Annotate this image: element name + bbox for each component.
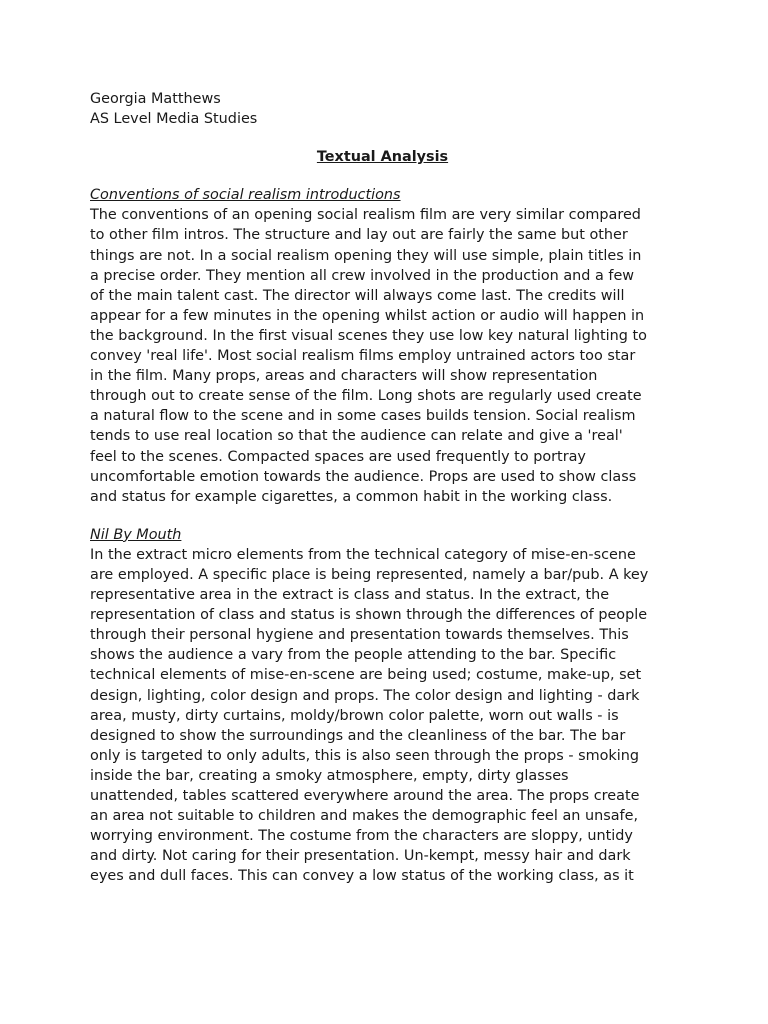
paragraph-line: shows the audience a vary from the people attending to the bar. Specific bbox=[90, 647, 617, 664]
document-title: Textual Analysis bbox=[316, 149, 449, 166]
paragraph-line: representative area in the extract is class and status. In the extract, the bbox=[90, 587, 610, 604]
section-spacer bbox=[90, 507, 680, 525]
paragraph-line: the background. In the first visual scenes they use low key natural lighting to bbox=[90, 327, 647, 344]
paragraph-line: an area not suitable to children and makes the demographic feel an unsafe, bbox=[90, 808, 639, 825]
section-nil-by-mouth bbox=[90, 525, 680, 887]
paragraph-line: a precise order. They mention all crew involved in the production and a few bbox=[90, 267, 635, 284]
paragraph-line: to other film intros. The structure and lay out are fairly the same but other bbox=[90, 227, 628, 244]
paragraph-line: only is targeted to only adults, this is also seen through the props - smoking bbox=[90, 747, 640, 764]
paragraph-line: things are not. In a social realism opening they will use simple, plain titles in bbox=[90, 247, 642, 264]
section-heading: Conventions of social realism introductions bbox=[90, 187, 401, 204]
paragraph-line: eyes and dull faces. This can convey a low status of the working class, as it bbox=[90, 868, 634, 885]
paragraph-line: inside the bar, creating a smoky atmosphere, empty, dirty glasses bbox=[90, 767, 569, 784]
paragraph-line: design, lighting, color design and props. The color design and lighting - dark bbox=[90, 687, 640, 704]
paragraph-line: a natural flow to the scene and in some cases builds tension. Social realism bbox=[90, 408, 636, 425]
paragraph-line: appear for a few minutes in the opening whilst action or audio will happen in bbox=[90, 307, 645, 324]
paragraph-line: uncomfortable emotion towards the audience. Props are used to show class bbox=[90, 468, 637, 485]
paragraph-line: and dirty. Not caring for their presentation. Un-kempt, messy hair and dark bbox=[90, 848, 631, 865]
author-name: Georgia Matthews bbox=[90, 91, 221, 107]
document-page bbox=[90, 89, 680, 886]
section-conventions bbox=[90, 185, 680, 507]
paragraph-line: area, musty, dirty curtains, moldy/brown color palette, worn out walls - is bbox=[90, 707, 619, 724]
paragraph-line: technical elements of mise-en-scene are being used; costume, make-up, set bbox=[90, 667, 642, 684]
paragraph-line: representation of class and status is shown through the differences of people bbox=[90, 607, 648, 624]
paragraph-line: through out to create sense of the film. Long shots are regularly used create bbox=[90, 388, 642, 405]
paragraph-line: and status for example cigarettes, a common habit in the working class. bbox=[90, 488, 613, 505]
paragraph-line: through their personal hygiene and presentation towards themselves. This bbox=[90, 627, 629, 644]
paragraph-line: convey 'real life'. Most social realism films employ untrained actors too star bbox=[90, 348, 636, 365]
section-heading: Nil By Mouth bbox=[90, 526, 182, 543]
paragraph-line: are employed. A specific place is being represented, namely a bar/pub. A key bbox=[90, 566, 649, 583]
paragraph-line: worrying environment. The costume from the characters are sloppy, untidy bbox=[90, 828, 633, 845]
paragraph-line: feel to the scenes. Compacted spaces are used frequently to portray bbox=[90, 448, 586, 465]
paragraph-line: designed to show the surroundings and the cleanliness of the bar. The bar bbox=[90, 727, 626, 744]
paragraph-line: tends to use real location so that the audience can relate and give a 'real' bbox=[90, 428, 623, 445]
paragraph-line: In the extract micro elements from the technical category of mise-en-scene bbox=[90, 546, 636, 563]
paragraph-line: in the film. Many props, areas and characters will show representation bbox=[90, 368, 598, 385]
course-name: AS Level Media Studies bbox=[90, 111, 258, 128]
paragraph-line: of the main talent cast. The director will always come last. The credits will bbox=[90, 287, 625, 304]
paragraph-line: The conventions of an opening social realism film are very similar compared bbox=[90, 207, 641, 224]
paragraph-line: unattended, tables scattered everywhere around the area. The props create bbox=[90, 788, 640, 804]
